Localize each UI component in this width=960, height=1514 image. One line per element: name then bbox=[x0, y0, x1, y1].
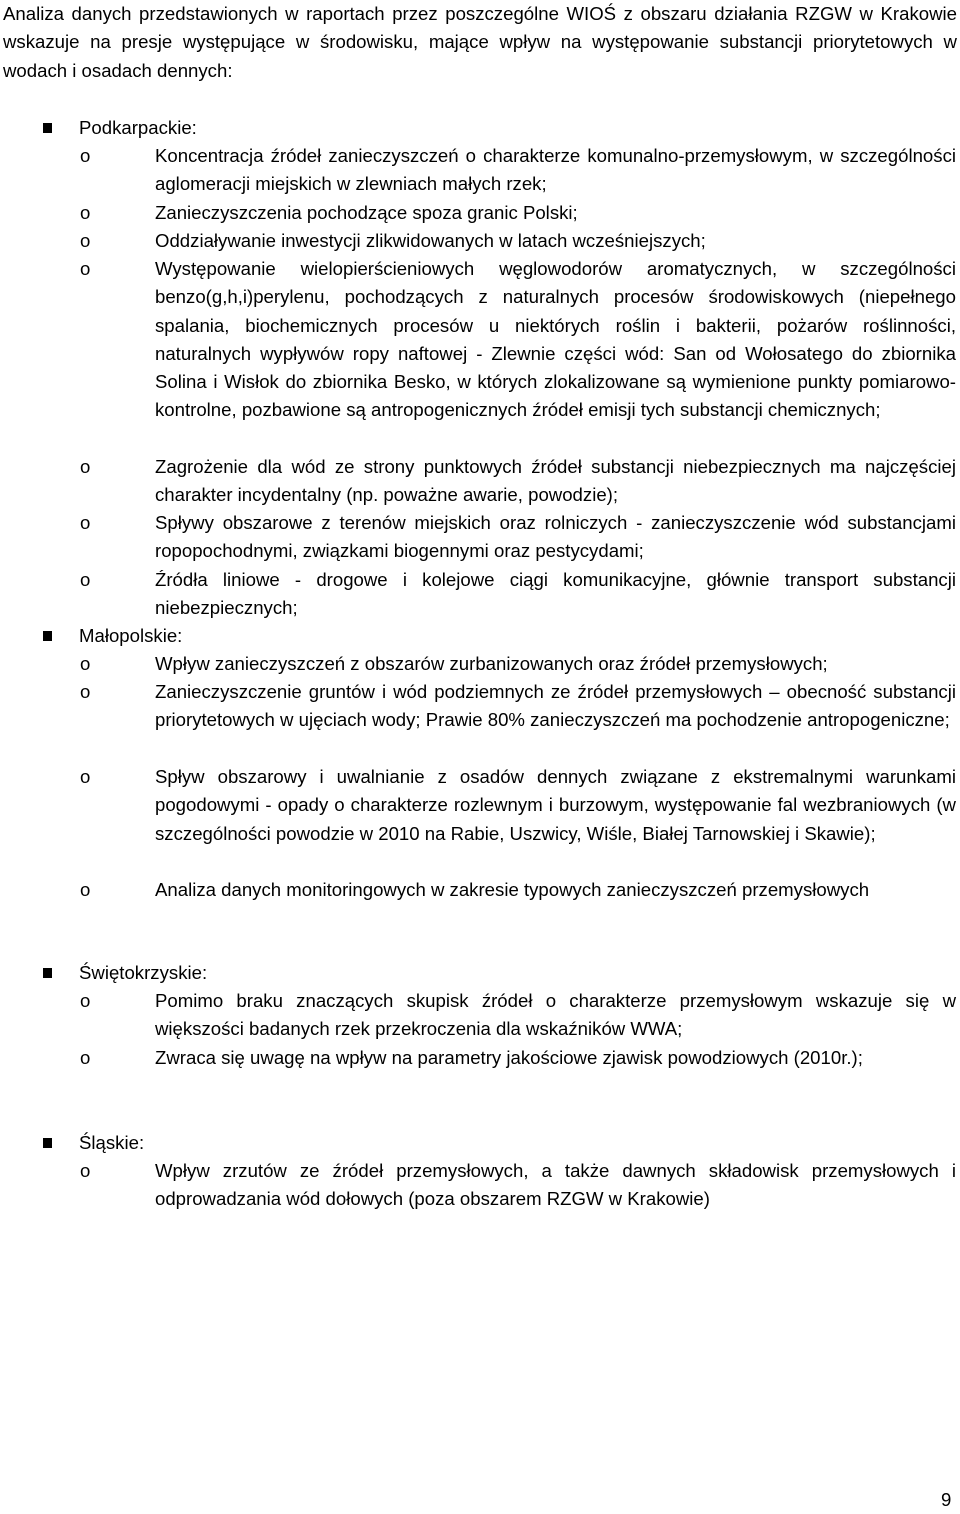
circle-bullet-icon: o bbox=[80, 512, 91, 533]
region-name: Małopolskie: bbox=[79, 625, 183, 646]
region-heading bbox=[0, 114, 600, 142]
list-item-text: Analiza danych monitoringowych w zakresie typowych zanieczyszczeń przemysłowych bbox=[155, 879, 870, 900]
list-item-text: Zagrożenie dla wód ze strony punktowych źródeł substancji niebezpiecznych ma najczęściej charakter incydentalny (np. poważne awarie, powodzie); bbox=[155, 456, 956, 506]
circle-bullet-icon: o bbox=[80, 990, 91, 1011]
circle-bullet-icon: o bbox=[80, 145, 91, 166]
square-bullet-icon bbox=[43, 1138, 52, 1148]
circle-bullet-icon: o bbox=[80, 681, 91, 702]
list-item-text: Spływ obszarowy i uwalnianie z osadów dennych związane z ekstremalnymi warunkami pogodowymi - opady o charakterze rozlewnym i burzowym, występowanie fal wezbraniowych (w szczególności powodzie w 2010 na Rabie, Uszwicy, Wiśle, Białej Tarnowskiej i Skawie); bbox=[155, 766, 956, 844]
square-bullet-icon bbox=[43, 968, 52, 978]
circle-bullet-icon: o bbox=[80, 1160, 91, 1181]
list-item-text: Koncentracja źródeł zanieczyszczeń o charakterze komunalno-przemysłowym, w szczególności aglomeracji miejskich w zlewniach małych rzek; bbox=[155, 145, 956, 195]
list-item-text: Oddziaływanie inwestycji zlikwidowanych w latach wcześniejszych; bbox=[155, 230, 706, 251]
list-item-text: Zanieczyszczenia pochodzące spoza granic Polski; bbox=[155, 202, 578, 223]
region-name: Śląskie: bbox=[79, 1132, 145, 1153]
list-item-text: Pomimo braku znaczących skupisk źródeł o charakterze przemysłowym wskazuje się w większości badanych rzek przekroczenia dla wskaźników WWA; bbox=[155, 990, 956, 1040]
circle-bullet-icon: o bbox=[80, 456, 91, 477]
square-bullet-icon bbox=[43, 123, 52, 133]
circle-bullet-icon: o bbox=[80, 766, 91, 787]
list-item-text: Występowanie wielopierścieniowych węglowodorów aromatycznych, w szczególności benzo(g,h,i)perylenu, pochodzących z naturalnych procesów środowiskowych (niepełnego spalania, biochemicznych procesów u niektórych roślin i bakterii, pożarów roślinności, naturalnych wypływów ropy naftowej - Zlewnie części wód: San od Wołosatego do zbiornika Solina i Wisłok do zbiornika Besko, w których zlokalizowane są wymienione punkty pomiarowo-kontrolne, pozbawione są antropogenicznych źródeł emisji tych substancji chemicznych; bbox=[155, 258, 956, 421]
region-name: Podkarpackie: bbox=[79, 117, 197, 138]
list-item-text: Źródła liniowe - drogowe i kolejowe ciągi komunikacyjne, głównie transport substancji niebezpiecznych; bbox=[155, 569, 956, 619]
circle-bullet-icon: o bbox=[80, 258, 91, 279]
list-item-text: Wpływ zrzutów ze źródeł przemysłowych, a także dawnych składowisk przemysłowych i odprowadzania wód dołowych (poza obszarem RZGW w Krakowie) bbox=[155, 1160, 956, 1210]
circle-bullet-icon: o bbox=[80, 202, 91, 223]
region-heading bbox=[0, 1129, 600, 1157]
region-name: Świętokrzyskie: bbox=[79, 962, 208, 983]
list-item-text: Spływy obszarowe z terenów miejskich oraz rolniczych - zanieczyszczenie wód substancjami ropopochodnymi, związkami biogennymi oraz pestycydami; bbox=[155, 512, 956, 562]
list-item-text: Wpływ zanieczyszczeń z obszarów zurbanizowanych oraz źródeł przemysłowych; bbox=[155, 653, 828, 674]
circle-bullet-icon: o bbox=[80, 653, 91, 674]
region-heading bbox=[0, 959, 600, 987]
region-heading bbox=[0, 622, 600, 650]
square-bullet-icon bbox=[43, 631, 52, 641]
page-number: 9 bbox=[941, 1489, 952, 1510]
circle-bullet-icon: o bbox=[80, 879, 91, 900]
list-item-text: Zanieczyszczenie gruntów i wód podziemnych ze źródeł przemysłowych – obecność substancji priorytetowych w ujęciach wody; Prawie 80% zanieczyszczeń ma pochodzenie antropogeniczne; bbox=[155, 681, 956, 731]
list-item-text: Zwraca się uwagę na wpływ na parametry jakościowe zjawisk powodziowych (2010r.); bbox=[155, 1047, 863, 1068]
circle-bullet-icon: o bbox=[80, 569, 91, 590]
circle-bullet-icon: o bbox=[80, 230, 91, 251]
circle-bullet-icon: o bbox=[80, 1047, 91, 1068]
intro-paragraph: Analiza danych przedstawionych w raportach przez poszczególne WIOŚ z obszaru działania RZGW w Krakowie wskazuje na presje występujące w środowisku, mające wpływ na występowanie substancji priorytetowych w wodach i osadach dennych: bbox=[3, 3, 957, 81]
